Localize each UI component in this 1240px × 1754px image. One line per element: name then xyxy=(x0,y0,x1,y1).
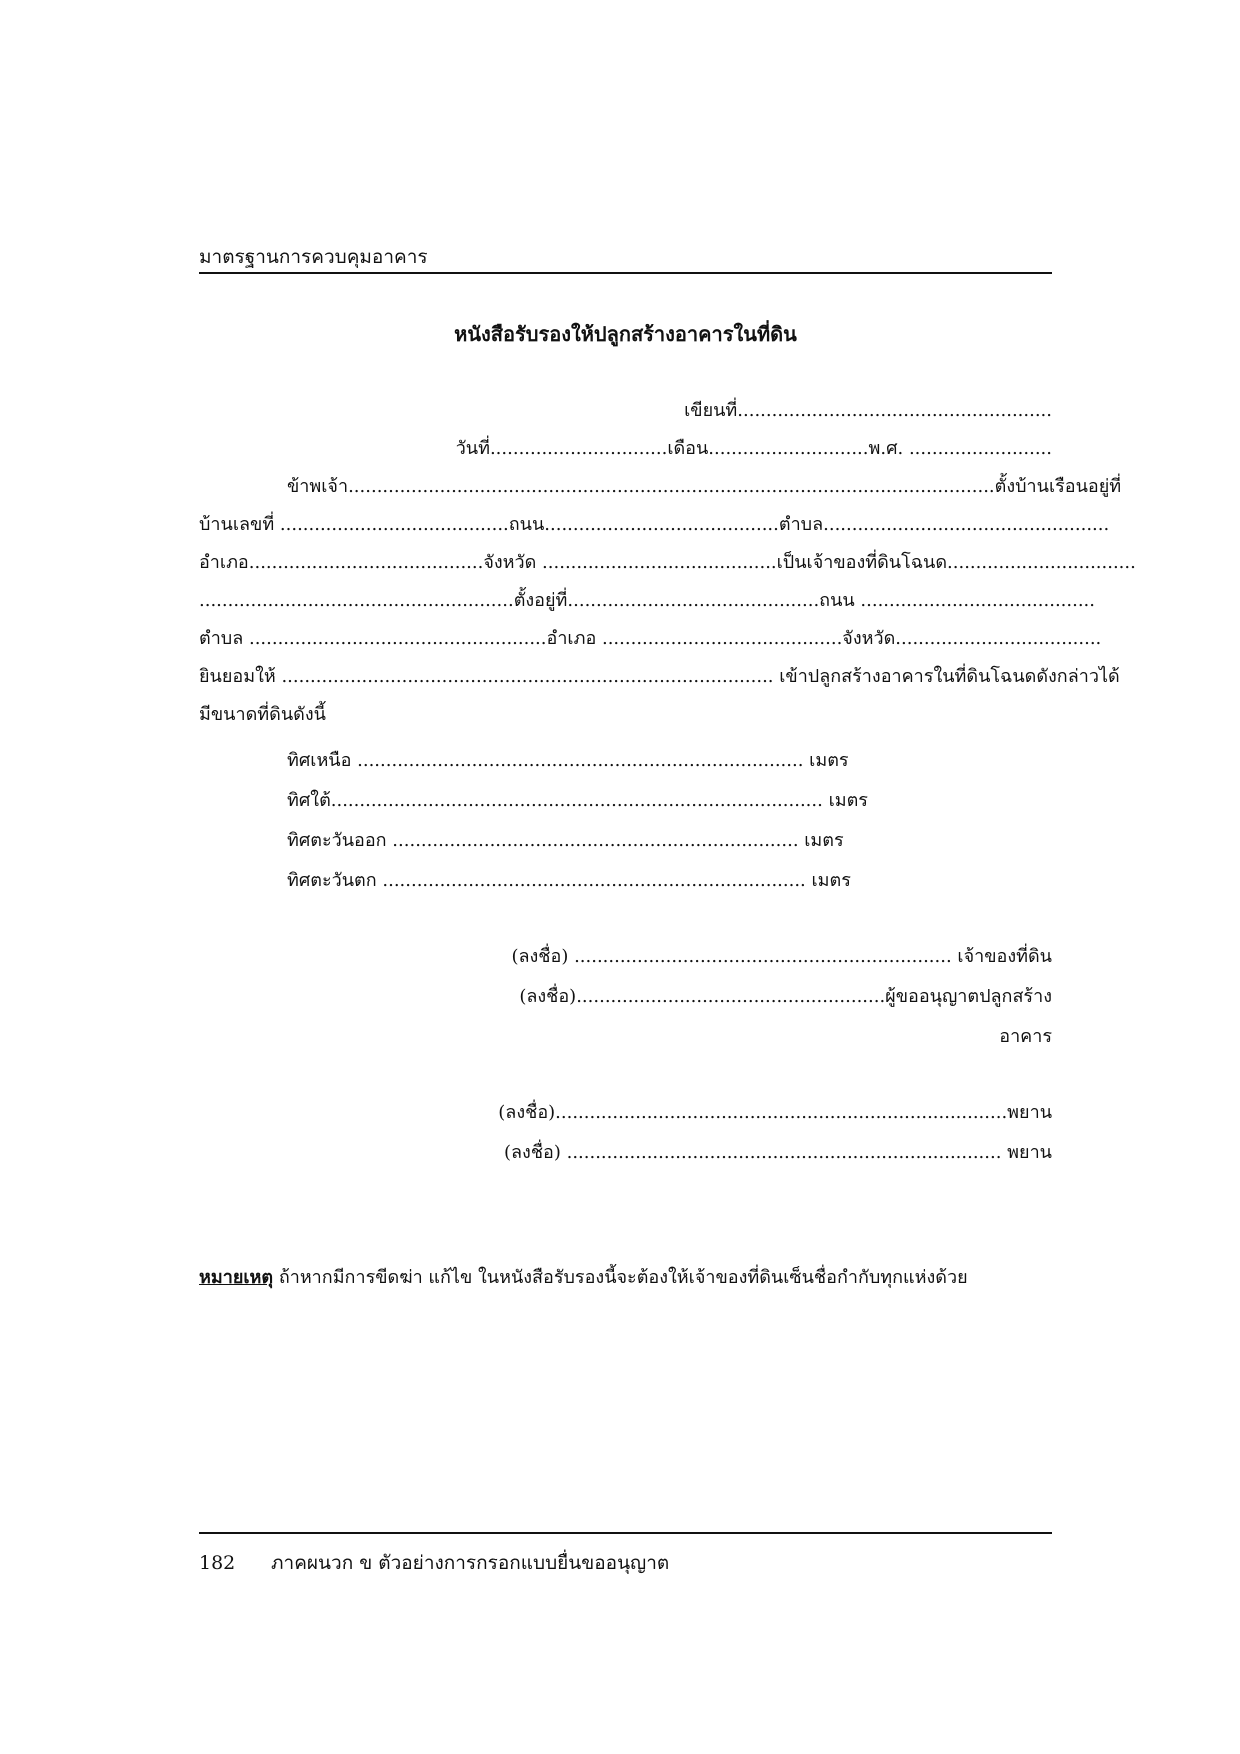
district-province-field: อำเภอ.........................................จังหวัด ......................................... xyxy=(199,552,777,573)
house-number-field: บ้านเลขที่ ........................................ xyxy=(199,514,509,535)
signature-witness-1: (ลงชื่อ)...............................................................................พยาน xyxy=(498,1102,1052,1123)
footer-rule xyxy=(199,1532,1052,1534)
body-line-5 xyxy=(199,626,1102,652)
body-line-7: มีขนาดที่ดินดังนี้ xyxy=(199,704,326,725)
direction-west xyxy=(287,868,851,894)
direction-south-unit: เมตร xyxy=(828,790,868,811)
document-title: หนังสือรับรองให้ปลูกสร้างอาคารในที่ดิน xyxy=(454,322,797,346)
direction-west-label: ทิศตะวันตก .......................................................................... xyxy=(287,870,806,891)
signature-owner: (ลงชื่อ) .................................................................. เจ้าของที่ดิน xyxy=(511,946,1052,967)
deed-district-field: อำเภอ .......................................... xyxy=(546,628,843,649)
running-header: มาตรฐานการควบคุมอาคาร xyxy=(199,246,428,268)
signature-applicant-continued: อาคาร xyxy=(999,1026,1052,1047)
signature-applicant: (ลงชื่อ)......................................................ผู้ขออนุญาตปลูกสร้าง xyxy=(519,986,1052,1007)
date-line: วันที่...............................เดือน............................พ.ศ. ......................... xyxy=(455,438,1052,459)
road-subdistrict-field: ถนน.........................................ตำบล.................................................. xyxy=(508,514,1110,535)
direction-north xyxy=(287,748,849,774)
remark-label: หมายเหตุ xyxy=(199,1267,274,1288)
deed-province-field: จังหวัด.................................... xyxy=(842,628,1102,649)
direction-north-label: ทิศเหนือ .............................................................................. xyxy=(287,750,804,771)
deed-owner-field: เป็นเจ้าของที่ดินโฉนด................................. xyxy=(776,552,1136,573)
direction-east xyxy=(287,828,844,854)
deed-road-field: ถนน ......................................... xyxy=(819,590,1095,611)
body-line-6: ยินยอมให้ ...................................................................................... เข้าปลูกสร้างอาคารในที่ดินโฉนดดังกล่าวได้ xyxy=(199,666,1120,687)
page-footer xyxy=(199,1548,669,1578)
remark xyxy=(199,1262,968,1291)
deed-subdistrict-field: ตำบล .................................................... xyxy=(199,628,547,649)
signature-witness-2: (ลงชื่อ) ............................................................................ พยาน xyxy=(503,1142,1052,1163)
direction-south xyxy=(287,788,868,814)
body-line-1: ข้าพเจ้า.................................................................................................................ตั้งบ้านเรือนอยู่ที่ xyxy=(287,476,1122,497)
located-at-field: ............................................ xyxy=(567,590,820,611)
written-at-line: เขียนที่....................................................... xyxy=(684,400,1052,421)
direction-north-unit: เมตร xyxy=(809,750,849,771)
direction-west-unit: เมตร xyxy=(811,870,851,891)
footer-section: ภาคผนวก ข ตัวอย่างการกรอกแบบยื่นขออนุญาต xyxy=(271,1552,670,1574)
direction-east-label: ทิศตะวันออก ....................................................................... xyxy=(287,830,799,851)
body-line-2 xyxy=(199,512,1110,538)
header-rule xyxy=(199,272,1052,274)
remark-text: ถ้าหากมีการขีดฆ่า แก้ไข ในหนังสือรับรองนี้จะต้องให้เจ้าของที่ดินเซ็นชื่อกำกับทุกแห่งด้วย xyxy=(273,1267,968,1288)
direction-east-unit: เมตร xyxy=(804,830,844,851)
page-number: 182 xyxy=(199,1552,236,1574)
body-line-3 xyxy=(199,550,1136,576)
body-line-4 xyxy=(199,588,1095,614)
deed-number-field: .......................................................ตั้งอยู่ที่ xyxy=(199,590,568,611)
direction-south-label: ทิศใต้...................................................................................... xyxy=(287,790,823,811)
